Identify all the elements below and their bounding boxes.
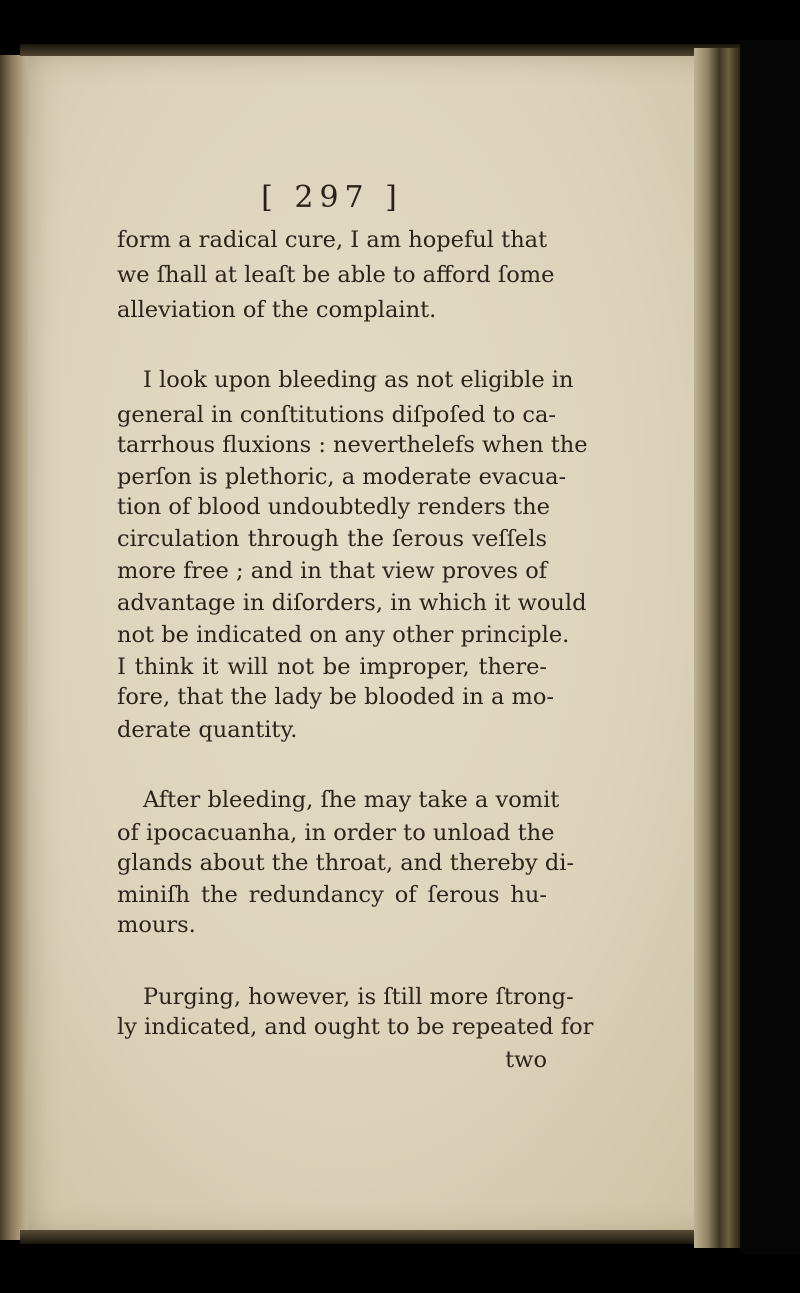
right-background: [740, 40, 800, 1255]
text-line: advantage in diſorders, in which it would: [117, 590, 587, 616]
text-line: mours.: [117, 912, 196, 938]
text-line: we ſhall at leaſt be able to afford ſome: [117, 262, 555, 288]
text-line: tion of blood undoubtedly renders the: [117, 494, 550, 520]
page-bottom-edge: [20, 1230, 740, 1244]
text-line: I look upon bleeding as not eligible in: [143, 367, 574, 393]
text-line: Purging, however, is ſtill more ſtrong-: [143, 984, 574, 1010]
text-line: circulation through the ſerous veſſels: [117, 526, 547, 552]
text-line: ly indicated, and ought to be repeated for: [117, 1014, 594, 1040]
text-line: not be indicated on any other principle.: [117, 622, 570, 648]
page-top-edge: [20, 44, 740, 56]
text-line: I think it will not be improper, there-: [117, 654, 547, 680]
text-line: general in conſtitutions diſpoſed to ca-: [117, 402, 557, 428]
text-line: fore, that the lady be blooded in a mo-: [117, 684, 554, 710]
text-line: perſon is plethoric, a moderate evacua-: [117, 464, 567, 490]
text-line: of ipocacuanha, in order to unload the: [117, 820, 555, 846]
page-number: [ 297 ]: [261, 180, 403, 215]
text-line: two: [505, 1047, 547, 1073]
text-line: glands about the throat, and thereby di-: [117, 850, 575, 876]
text-line: alleviation of the complaint.: [117, 297, 437, 323]
text-line: form a radical cure, I am hopeful that: [117, 227, 548, 253]
text-line: After bleeding, ſhe may take a vomit: [143, 787, 560, 813]
text-line: derate quantity.: [117, 717, 298, 743]
text-line: miniſh the redundancy of ſerous hu-: [117, 882, 547, 908]
book-spine: [694, 48, 740, 1248]
text-line: tarrhous fluxions : neverthelefs when the: [117, 432, 588, 458]
text-line: more free ; and in that view proves of: [117, 558, 548, 584]
